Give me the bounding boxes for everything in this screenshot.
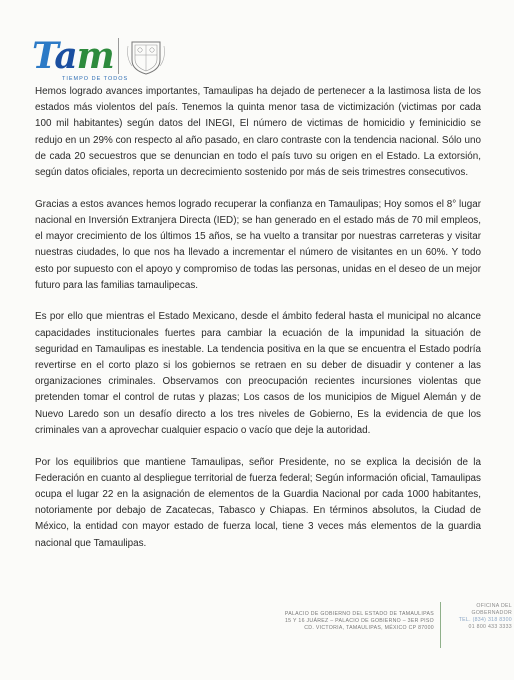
office-phone: 01 800 433 3333 (468, 624, 512, 630)
address-line: PALACIO DE GOBIERNO DEL ESTADO DE TAMAULIPAS (284, 611, 434, 617)
paragraph-3: Es por ello que mientras el Estado Mexicano, desde el ámbito federal hasta el municipal no alcance capacidades institucionales fuertes para cambiar la ecuación de la impunidad la situación de seguridad en Tamaulipas es inestable. La tendencia positiva en la que se encuentra el Estado podría revertirse en el corto plazo si los gobiernos se retraen en su deber de disuadir y contener a las organizaciones criminales. Observamos con preocupación recientes incursiones violentas que pretenden tomar el control de rutas y plazas; Los casos de los municipios de Miguel Alemán y de Nuevo Laredo son un desafío directo a los tres niveles de Gobierno, Es la evidencia de que los criminales van a aprovechar cualquier espacio o vacío que deje la autoridad. (35, 311, 481, 436)
office-line: GOBERNADOR (471, 610, 512, 616)
logo-letter-t: T (32, 35, 55, 77)
state-coat-of-arms-icon (124, 38, 168, 76)
office-tel: TEL. (834) 318 8300 (458, 617, 512, 623)
paragraph-1: Hemos logrado avances importantes, Tamaulipas ha dejado de pertenecer a la lastimosa lista de los estados más violentos del país. Tenemos la quinta menor tasa de victimización (victimas por cada 100 mil habitantes) según datos del INEGI, El número de victimas de homicidio y feminicidio se redujo en un 29% con respecto al año pasado, en claro contraste con la tendencia nacional. Sólo uno de cada 20 secuestros que se denuncian en todo el país tuvo su origen en el Estado. La extorsión, según datos oficiales, reporta un decrecimiento sostenido por más de seis trimestres consecutivos. (35, 86, 481, 179)
logo-letter-m: m (76, 35, 114, 77)
footer-divider (440, 602, 441, 648)
footer-address (174, 611, 434, 632)
paragraph-4: Por los equilibrios que mantiene Tamaulipas, señor Presidente, no se explica la decisión de la Federación en cuanto al despliegue territorial de fuerza federal; Según información oficial, Tamaulipas ocupa el lugar 22 en la asignación de elementos de la Guardia Nacional por cada 1000 habitantes, notoriamente por debajo de Zacatecas, Tabasco y Chiapas. En términos absolutos, la Ciudad de México, la entidad con mayor estado de fuerza local, tiene 3 veces más elementos de la guardia nacional que Tamaulipas. (35, 456, 481, 549)
footer-office (452, 603, 512, 631)
paragraph-2: Gracias a estos avances hemos logrado recuperar la confianza en Tamaulipas; Hoy somos el 8° lugar nacional en Inversión Extranjera Directa (IED); se han generado en el estado más de 70 mil empleos, el mayor crecimiento de los últimos 15 años, se ha vuelto a transitar por nuestras carreteras y visitar nuestras ciudades, lo que nos ha llevado a incrementar el número de visitantes en un 60%. Y todo esto por supuesto con el apoyo y compromiso de todas las personas, unidas en el deseo de un mejor futuro para las familias tamaulipecas. (35, 198, 481, 291)
office-line: OFICINA DEL (476, 603, 512, 609)
logo-divider (118, 38, 119, 74)
address-line: CD. VICTORIA, TAMAULIPAS, MÉXICO CP 87000 (304, 625, 434, 631)
logo-wordmark (32, 36, 114, 76)
logo-tagline: TIEMPO DE TODOS (62, 76, 129, 82)
letter-body (35, 84, 481, 567)
address-line: 15 Y 16 JUÁREZ – PALACIO DE GOBIERNO – 3ER PISO (284, 618, 434, 624)
logo-letter-a: a (54, 35, 77, 77)
